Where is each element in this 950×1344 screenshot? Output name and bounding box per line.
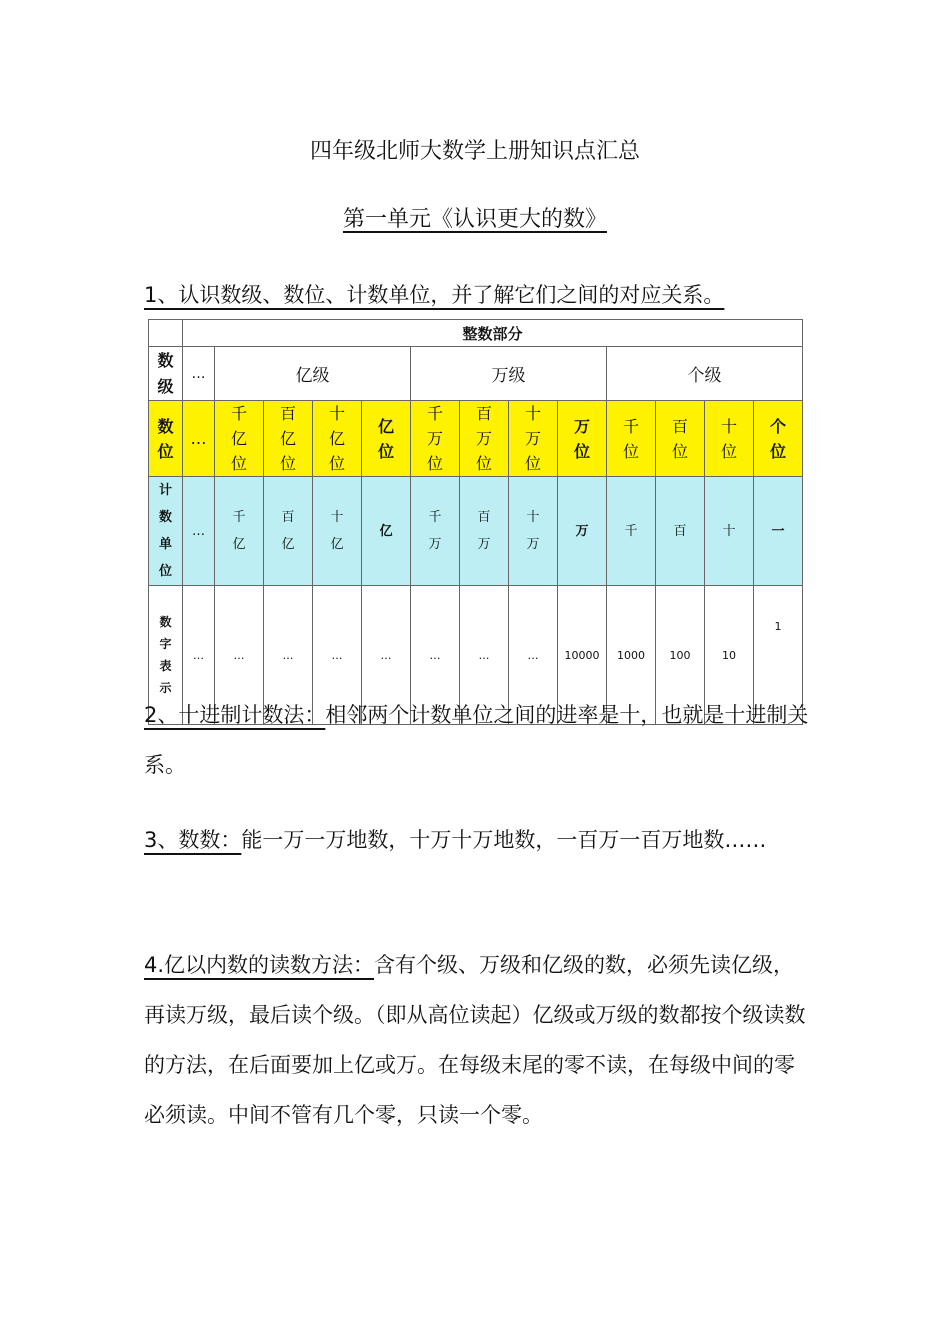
unit-cell <box>705 477 754 586</box>
position-text: 十位 <box>721 416 738 461</box>
row-label-unit <box>149 477 183 586</box>
level-ellipsis: … <box>183 347 215 401</box>
section-2 <box>144 690 812 790</box>
unit-cell <box>509 477 558 586</box>
position-text: 十万位 <box>525 404 542 473</box>
position-cell <box>460 401 509 477</box>
row-label-level <box>149 347 183 401</box>
position-cell <box>607 401 656 477</box>
digit-cell: … <box>362 586 411 725</box>
unit-title: 第一单元《认识更大的数》 <box>342 207 607 232</box>
position-cell <box>215 401 264 477</box>
section-4-heading: 4.亿以内数的读数方法： <box>144 953 375 977</box>
position-cell <box>411 401 460 477</box>
position-cell <box>705 401 754 477</box>
place-value-table <box>148 319 803 725</box>
section-1-heading: 1、认识数级、数位、计数单位，并了解它们之间的对应关系。 <box>144 283 725 307</box>
position-ellipsis: … <box>183 401 215 477</box>
unit-text: 千亿 <box>232 510 246 552</box>
unit-text: 千万 <box>428 510 442 552</box>
position-cell <box>656 401 705 477</box>
level-ge: 个级 <box>607 347 803 401</box>
position-text: 十亿位 <box>329 404 346 473</box>
position-text: 千万位 <box>427 404 444 473</box>
unit-text: 一 <box>771 523 785 539</box>
unit-cell <box>460 477 509 586</box>
row-label-digits-text: 数字表示 <box>159 615 172 695</box>
digits-ellipsis: … <box>183 586 215 725</box>
unit-text: 十亿 <box>330 510 344 552</box>
digit-cell: … <box>460 586 509 725</box>
digit-cell: 10 <box>705 586 754 725</box>
unit-cell <box>607 477 656 586</box>
digit-cell: 1000 <box>607 586 656 725</box>
digit-cell: … <box>313 586 362 725</box>
position-cell <box>509 401 558 477</box>
section-1 <box>144 270 812 320</box>
unit-text: 十万 <box>526 510 540 552</box>
digit-cell: 10000 <box>558 586 607 725</box>
unit-cell <box>215 477 264 586</box>
position-text: 千亿位 <box>231 404 248 473</box>
position-cell <box>754 401 803 477</box>
table-corner <box>149 320 183 347</box>
section-4-body: 含有个级、万级和亿级的数，必须先读亿级，再读万级，最后读个级。（即从高位读起）亿级或万级的数都按个级读数的方法，在后面要加上亿或万。在每级末尾的零不读，在每级中间的零必须读。中间不管有几个零，只读一个零。 <box>144 953 806 1127</box>
unit-cell <box>411 477 460 586</box>
digit-cell: … <box>509 586 558 725</box>
section-2-body: 相邻两个计数单位之间的进率是十，也就是十进制关系。 <box>144 703 809 777</box>
position-text: 万位 <box>574 416 591 461</box>
section-2-heading: 2、十进制计数法： <box>144 703 326 727</box>
unit-cell <box>558 477 607 586</box>
unit-cell <box>362 477 411 586</box>
unit-cell <box>754 477 803 586</box>
section-3-body: 能一万一万地数，十万十万地数，一百万一百万地数…… <box>241 828 767 852</box>
position-text: 亿位 <box>378 416 395 461</box>
position-cell <box>264 401 313 477</box>
position-text: 个位 <box>770 416 787 461</box>
digit-cell: 100 <box>656 586 705 725</box>
unit-cell <box>264 477 313 586</box>
position-cell <box>362 401 411 477</box>
unit-text: 千 <box>624 523 638 539</box>
row-label-unit-text: 计数单位 <box>158 483 172 579</box>
position-text: 百万位 <box>476 404 493 473</box>
section-4 <box>144 940 812 1140</box>
position-text: 百位 <box>672 416 689 461</box>
digit-cell: 1 <box>754 586 803 725</box>
unit-text: 百 <box>673 523 687 539</box>
level-yi: 亿级 <box>215 347 411 401</box>
position-text: 百亿位 <box>280 404 297 473</box>
digit-cell: … <box>264 586 313 725</box>
section-3 <box>144 815 812 865</box>
unit-cell <box>313 477 362 586</box>
unit-text: 万 <box>575 523 589 539</box>
unit-ellipsis: … <box>183 477 215 586</box>
unit-text: 亿 <box>379 523 393 539</box>
position-cell <box>313 401 362 477</box>
unit-text: 百亿 <box>281 510 295 552</box>
section-3-heading: 3、数数： <box>144 828 242 852</box>
digit-cell: … <box>411 586 460 725</box>
page-title: 四年级北师大数学上册知识点汇总 <box>309 139 640 164</box>
row-label-position <box>149 401 183 477</box>
position-cell <box>558 401 607 477</box>
unit-text: 十 <box>722 523 736 539</box>
row-label-level-text: 数级 <box>157 350 174 396</box>
level-wan: 万级 <box>411 347 607 401</box>
unit-cell <box>656 477 705 586</box>
digit-cell: … <box>215 586 264 725</box>
integer-part-header: 整数部分 <box>183 320 803 347</box>
position-text: 千位 <box>623 416 640 461</box>
unit-text: 百万 <box>477 510 491 552</box>
row-label-position-text: 数位 <box>157 416 174 461</box>
